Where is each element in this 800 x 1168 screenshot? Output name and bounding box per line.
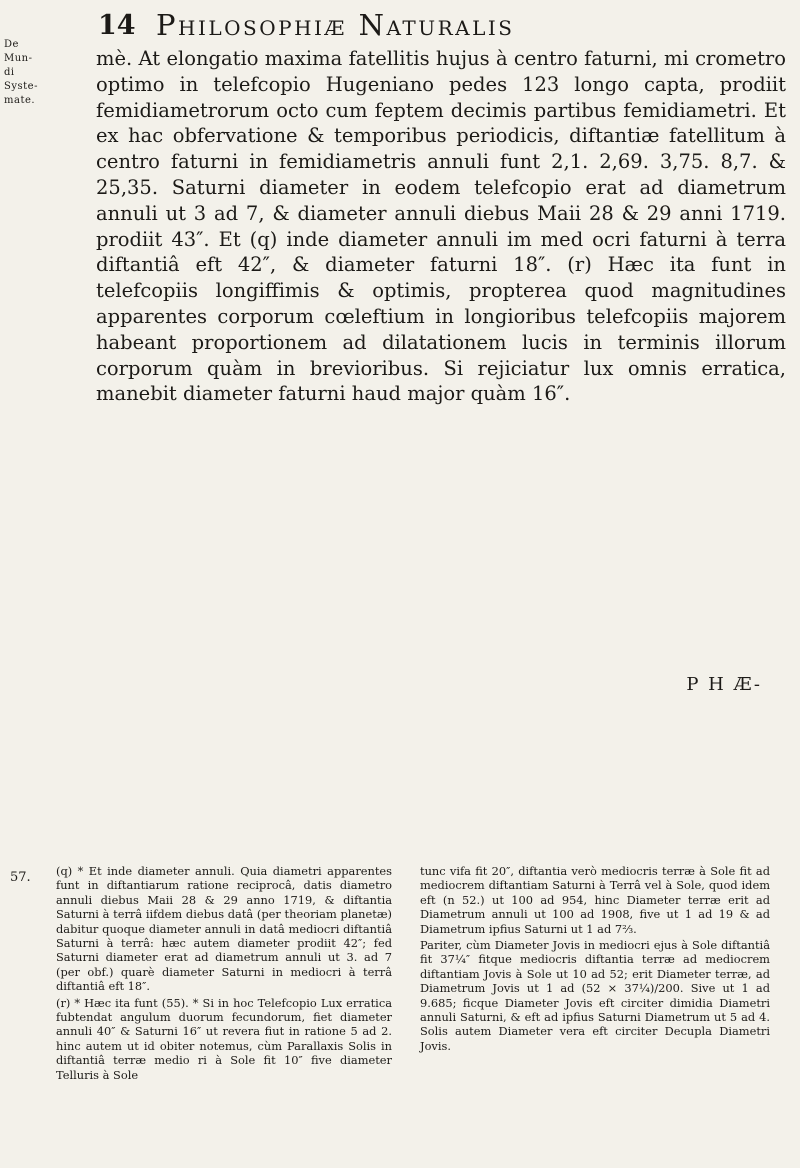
- footnotes-left-column: [56, 864, 392, 1084]
- footnote-paragraph: (r) * Hæc ita funt (55). * Si in hoc Telefcopio Lux erratica fubtendat angulum duorum fecundorum, fiet diameter annuli 40″ & Saturni 16″ ut revera fiut in ratione 5 ad 2. hinc autem ut id obiter notemus, cùm Parallaxis Solis in diftantiâ terræ medio ri à Sole fit 10″ five diameter Telluris à Sole: [56, 995, 392, 1082]
- running-title: Philosophiæ Naturalis: [156, 8, 515, 42]
- catchword: P H Æ-: [686, 674, 762, 695]
- main-paragraph: mè. At elongatio maxima fatellitis hujus à centro faturni, mi crometro optimo in telefcopio Hugeniano pedes 123 longo capta, prodiit femidiametrorum octo cum feptem decimis partibus femidiametri. Et ex hac obfervatione & temporibus periodicis, diftantiæ fatellitum à centro faturni in femidiametris annuli funt 2,1. 2,69. 3,75. 8,7. & 25,35. Saturni diameter in eodem telefcopio erat ad diametrum annuli ut 3 ad 7, & diameter annuli diebus Maii 28 & 29 anni 1719. prodiit 43″. Et (q) inde diameter annuli im med ocri faturni à terra diftantiâ eft 42″, & diameter faturni 18″. (r) Hæc ita funt in telefcopiis longiffimis & optimis, propterea quod magnitudines apparentes corporum cœleftium in longioribus telefcopiis majorem habeant proportionem ad dilatationem lucis in terminis illorum corporum quàm in brevioribus. Si rejiciatur lux omnis erratica, manebit diameter faturni haud major quàm 16″.: [96, 47, 786, 406]
- footnote-paragraph: tunc vifa fit 20″, diftantia verò mediocris terræ à Sole fit ad mediocrem diftantiam Saturni à Terrâ vel à Sole, quod idem eft (n 52.) ut 100 ad 954, hinc Diameter terræ erit ad Diametrum annuli ut 100 ad 1908, five ut 1 ad 19 & ad Diametrum ipfius Saturni ut 1 ad 7⅔.: [420, 864, 770, 936]
- margin-note-line: mate.: [4, 95, 36, 106]
- page-number: 14: [98, 10, 136, 41]
- footnotes-right-column: [420, 864, 770, 1055]
- margin-note: [4, 38, 50, 108]
- footnote-paragraph: (q) * Et inde diameter annuli. Quia diametri apparentes funt in diftantiarum ratione reciprocâ, datis diametro annuli diebus Maii 28 & 29 anno 1719, & diftantia Saturni à terrâ iifdem diebus datâ (per theoriam planetæ) dabitur quoque diameter annuli in datâ mediocri diftantiâ Saturni à terrâ: hæc autem diameter prodiit 42″; fed Saturni diameter erat ad diametrum annuli ut 3. ad 7 (per obf.) quarè diameter Saturni in mediocri à terrâ diftantiâ eft 18″.: [56, 864, 392, 994]
- margin-note-line: di Syste-: [4, 67, 38, 92]
- running-head: [74, 8, 774, 42]
- footnote-marker: 57.: [10, 870, 31, 885]
- footnote-paragraph: Pariter, cùm Diameter Jovis in mediocri ejus à Sole diftantiâ fit 37¼″ fitque mediocris diftantia terræ ad mediocrem diftantiam Jovis à Sole ut 10 ad 52; erit Diameter terræ, ad Diametrum Jovis ut 1 ad (52 × 37¼)/200. Sive ut 1 ad 9.685; ficque Diameter Jovis eft circiter dimidia Diametri annuli Saturni, & eft ad ipfius Saturni Diametrum ut 5 ad 4. Solis autem Diameter vera eft circiter Decupla Diametri Jovis.: [420, 938, 770, 1053]
- margin-note-line: De Mun-: [4, 39, 33, 64]
- main-text: [96, 46, 786, 407]
